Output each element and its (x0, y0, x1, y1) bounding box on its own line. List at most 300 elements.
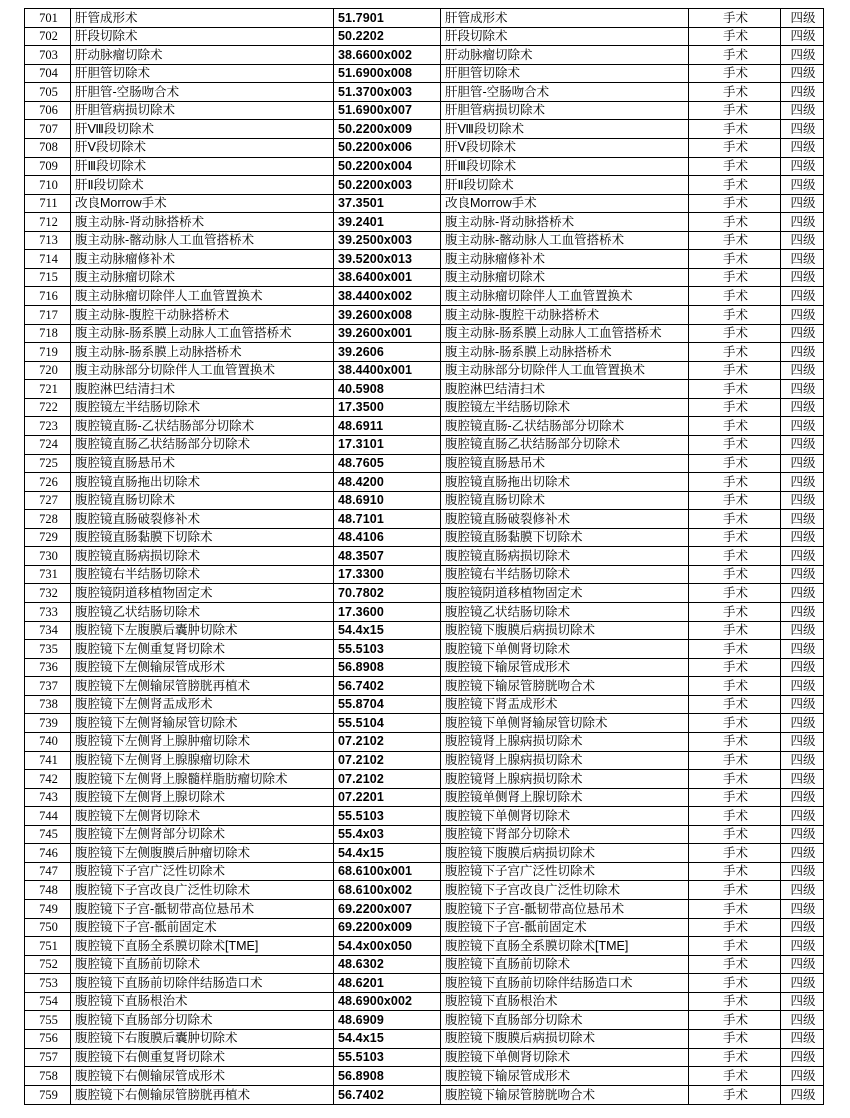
procedure-code-cell: 38.4400x002 (334, 287, 441, 306)
table-row (25, 454, 824, 473)
table-row (25, 510, 824, 529)
level-cell: 四级 (781, 547, 824, 566)
level-cell: 四级 (781, 528, 824, 547)
level-cell: 四级 (781, 603, 824, 622)
procedure-name-cell: 腹腔镜直肠破裂修补术 (71, 510, 334, 529)
table-row (25, 101, 824, 120)
level-cell: 四级 (781, 955, 824, 974)
procedure-code-cell: 55.5103 (334, 1048, 441, 1067)
row-number-cell: 746 (25, 844, 71, 863)
table-body (25, 9, 824, 1105)
procedure-grading-table (24, 8, 824, 1105)
category-cell: 手术 (689, 120, 781, 139)
standard-name-cell: 腹腔镜下直肠前切除术 (441, 955, 689, 974)
level-cell: 四级 (781, 974, 824, 993)
table-row (25, 64, 824, 83)
procedure-code-cell: 48.6911 (334, 417, 441, 436)
category-cell: 手术 (689, 881, 781, 900)
row-number-cell: 709 (25, 157, 71, 176)
procedure-name-cell: 腹主动脉部分切除伴人工血管置换术 (71, 361, 334, 380)
level-cell: 四级 (781, 361, 824, 380)
standard-name-cell: 肝Ⅷ段切除术 (441, 120, 689, 139)
procedure-code-cell: 37.3501 (334, 194, 441, 213)
level-cell: 四级 (781, 46, 824, 65)
row-number-cell: 758 (25, 1067, 71, 1086)
row-number-cell: 755 (25, 1011, 71, 1030)
procedure-name-cell: 腹主动脉-髂动脉人工血管搭桥术 (71, 231, 334, 250)
procedure-code-cell: 07.2201 (334, 788, 441, 807)
category-cell: 手术 (689, 1029, 781, 1048)
standard-name-cell: 腹主动脉瘤修补术 (441, 250, 689, 269)
procedure-code-cell: 48.7101 (334, 510, 441, 529)
procedure-name-cell: 腹主动脉-肠系膜上动脉人工血管搭桥术 (71, 324, 334, 343)
table-row (25, 584, 824, 603)
row-number-cell: 713 (25, 231, 71, 250)
table-row (25, 621, 824, 640)
row-number-cell: 754 (25, 992, 71, 1011)
procedure-code-cell: 55.8704 (334, 695, 441, 714)
procedure-code-cell: 56.7402 (334, 1085, 441, 1104)
category-cell: 手术 (689, 380, 781, 399)
procedure-code-cell: 39.2600x008 (334, 306, 441, 325)
table-row (25, 918, 824, 937)
level-cell: 四级 (781, 138, 824, 157)
level-cell: 四级 (781, 435, 824, 454)
table-row (25, 9, 824, 28)
row-number-cell: 752 (25, 955, 71, 974)
row-number-cell: 704 (25, 64, 71, 83)
procedure-code-cell: 17.3101 (334, 435, 441, 454)
procedure-code-cell: 48.7605 (334, 454, 441, 473)
level-cell: 四级 (781, 658, 824, 677)
category-cell: 手术 (689, 101, 781, 120)
procedure-code-cell: 51.3700x003 (334, 83, 441, 102)
table-row (25, 398, 824, 417)
standard-name-cell: 腹腔镜右半结肠切除术 (441, 565, 689, 584)
category-cell: 手术 (689, 992, 781, 1011)
procedure-code-cell: 50.2202 (334, 27, 441, 46)
procedure-code-cell: 51.6900x007 (334, 101, 441, 120)
table-row (25, 83, 824, 102)
level-cell: 四级 (781, 491, 824, 510)
procedure-code-cell: 51.7901 (334, 9, 441, 28)
procedure-name-cell: 肝胆管切除术 (71, 64, 334, 83)
table-row (25, 751, 824, 770)
level-cell: 四级 (781, 27, 824, 46)
level-cell: 四级 (781, 101, 824, 120)
category-cell: 手术 (689, 640, 781, 659)
row-number-cell: 716 (25, 287, 71, 306)
procedure-code-cell: 48.6910 (334, 491, 441, 510)
table-row (25, 937, 824, 956)
standard-name-cell: 腹腔镜直肠黏膜下切除术 (441, 528, 689, 547)
category-cell: 手术 (689, 825, 781, 844)
standard-name-cell: 腹腔镜下单侧肾切除术 (441, 807, 689, 826)
procedure-name-cell: 腹腔镜下直肠全系膜切除术[TME] (71, 937, 334, 956)
standard-name-cell: 腹腔镜阴道移植物固定术 (441, 584, 689, 603)
row-number-cell: 745 (25, 825, 71, 844)
procedure-name-cell: 肝段切除术 (71, 27, 334, 46)
category-cell: 手术 (689, 454, 781, 473)
standard-name-cell: 腹腔镜下输尿管成形术 (441, 658, 689, 677)
procedure-code-cell: 55.5104 (334, 714, 441, 733)
level-cell: 四级 (781, 398, 824, 417)
category-cell: 手术 (689, 658, 781, 677)
standard-name-cell: 腹腔镜下子宫广泛性切除术 (441, 862, 689, 881)
standard-name-cell: 腹腔镜下直肠前切除伴结肠造口术 (441, 974, 689, 993)
table-row (25, 213, 824, 232)
level-cell: 四级 (781, 1029, 824, 1048)
category-cell: 手术 (689, 603, 781, 622)
category-cell: 手术 (689, 231, 781, 250)
procedure-name-cell: 肝Ⅷ段切除术 (71, 120, 334, 139)
category-cell: 手术 (689, 695, 781, 714)
standard-name-cell: 腹腔镜下输尿管膀胱吻合术 (441, 677, 689, 696)
procedure-code-cell: 39.5200x013 (334, 250, 441, 269)
table-row (25, 770, 824, 789)
row-number-cell: 742 (25, 770, 71, 789)
standard-name-cell: 腹腔镜乙状结肠切除术 (441, 603, 689, 622)
category-cell: 手术 (689, 1085, 781, 1104)
level-cell: 四级 (781, 324, 824, 343)
row-number-cell: 747 (25, 862, 71, 881)
table-row (25, 194, 824, 213)
table-row (25, 862, 824, 881)
standard-name-cell: 肝Ⅲ段切除术 (441, 157, 689, 176)
standard-name-cell: 腹腔镜直肠破裂修补术 (441, 510, 689, 529)
row-number-cell: 727 (25, 491, 71, 510)
table-row (25, 955, 824, 974)
standard-name-cell: 肝Ⅱ段切除术 (441, 176, 689, 195)
standard-name-cell: 腹腔镜下肾盂成形术 (441, 695, 689, 714)
standard-name-cell: 腹主动脉-腹腔干动脉搭桥术 (441, 306, 689, 325)
standard-name-cell: 腹腔镜下子宫-骶韧带高位悬吊术 (441, 900, 689, 919)
row-number-cell: 730 (25, 547, 71, 566)
table-row (25, 881, 824, 900)
standard-name-cell: 腹腔镜下直肠部分切除术 (441, 1011, 689, 1030)
category-cell: 手术 (689, 138, 781, 157)
procedure-name-cell: 腹腔镜下左侧重复肾切除术 (71, 640, 334, 659)
table-row (25, 788, 824, 807)
procedure-code-cell: 48.6900x002 (334, 992, 441, 1011)
standard-name-cell: 腹腔镜直肠悬吊术 (441, 454, 689, 473)
level-cell: 四级 (781, 825, 824, 844)
category-cell: 手术 (689, 46, 781, 65)
table-row (25, 361, 824, 380)
procedure-name-cell: 腹腔镜下右侧输尿管膀胱再植术 (71, 1085, 334, 1104)
procedure-name-cell: 腹腔镜直肠乙状结肠部分切除术 (71, 435, 334, 454)
level-cell: 四级 (781, 751, 824, 770)
category-cell: 手术 (689, 732, 781, 751)
table-row (25, 120, 824, 139)
procedure-name-cell: 腹主动脉瘤切除术 (71, 268, 334, 287)
table-row (25, 528, 824, 547)
standard-name-cell: 腹腔镜肾上腺病损切除术 (441, 751, 689, 770)
row-number-cell: 728 (25, 510, 71, 529)
procedure-name-cell: 腹腔镜下左侧肾盂成形术 (71, 695, 334, 714)
procedure-name-cell: 腹腔镜下直肠根治术 (71, 992, 334, 1011)
level-cell: 四级 (781, 380, 824, 399)
procedure-code-cell: 48.4106 (334, 528, 441, 547)
category-cell: 手术 (689, 27, 781, 46)
table-row (25, 306, 824, 325)
procedure-name-cell: 腹腔镜下直肠前切除伴结肠造口术 (71, 974, 334, 993)
procedure-code-cell: 50.2200x004 (334, 157, 441, 176)
level-cell: 四级 (781, 584, 824, 603)
standard-name-cell: 腹腔镜直肠切除术 (441, 491, 689, 510)
standard-name-cell: 肝管成形术 (441, 9, 689, 28)
procedure-code-cell: 69.2200x007 (334, 900, 441, 919)
category-cell: 手术 (689, 510, 781, 529)
procedure-code-cell: 39.2606 (334, 343, 441, 362)
level-cell: 四级 (781, 306, 824, 325)
level-cell: 四级 (781, 1048, 824, 1067)
row-number-cell: 750 (25, 918, 71, 937)
standard-name-cell: 腹腔镜下单侧肾切除术 (441, 640, 689, 659)
table-row (25, 565, 824, 584)
procedure-code-cell: 48.3507 (334, 547, 441, 566)
level-cell: 四级 (781, 213, 824, 232)
table-row (25, 250, 824, 269)
standard-name-cell: 腹腔镜直肠病损切除术 (441, 547, 689, 566)
procedure-name-cell: 腹主动脉瘤切除伴人工血管置换术 (71, 287, 334, 306)
row-number-cell: 749 (25, 900, 71, 919)
procedure-name-cell: 腹腔镜直肠-乙状结肠部分切除术 (71, 417, 334, 436)
level-cell: 四级 (781, 343, 824, 362)
procedure-code-cell: 48.6302 (334, 955, 441, 974)
row-number-cell: 743 (25, 788, 71, 807)
procedure-name-cell: 腹主动脉-肾动脉搭桥术 (71, 213, 334, 232)
category-cell: 手术 (689, 343, 781, 362)
table-row (25, 231, 824, 250)
standard-name-cell: 腹腔镜下单侧肾切除术 (441, 1048, 689, 1067)
procedure-name-cell: 肝Ⅱ段切除术 (71, 176, 334, 195)
row-number-cell: 708 (25, 138, 71, 157)
procedure-name-cell: 腹腔镜下左侧肾部分切除术 (71, 825, 334, 844)
procedure-name-cell: 肝Ⅴ段切除术 (71, 138, 334, 157)
row-number-cell: 741 (25, 751, 71, 770)
procedure-name-cell: 腹腔镜下左侧输尿管膀胱再植术 (71, 677, 334, 696)
level-cell: 四级 (781, 1067, 824, 1086)
procedure-name-cell: 腹腔镜直肠拖出切除术 (71, 473, 334, 492)
procedure-name-cell: 腹腔镜下左侧肾上腺腺瘤切除术 (71, 751, 334, 770)
level-cell: 四级 (781, 268, 824, 287)
procedure-code-cell: 56.7402 (334, 677, 441, 696)
row-number-cell: 725 (25, 454, 71, 473)
procedure-code-cell: 70.7802 (334, 584, 441, 603)
procedure-name-cell: 腹腔镜下左侧腹膜后肿瘤切除术 (71, 844, 334, 863)
procedure-code-cell: 50.2200x009 (334, 120, 441, 139)
procedure-code-cell: 55.4x03 (334, 825, 441, 844)
procedure-code-cell: 69.2200x009 (334, 918, 441, 937)
row-number-cell: 712 (25, 213, 71, 232)
standard-name-cell: 腹主动脉部分切除伴人工血管置换术 (441, 361, 689, 380)
procedure-code-cell: 38.6600x002 (334, 46, 441, 65)
procedure-code-cell: 54.4x15 (334, 844, 441, 863)
procedure-name-cell: 腹腔镜下右侧重复肾切除术 (71, 1048, 334, 1067)
procedure-code-cell: 17.3600 (334, 603, 441, 622)
level-cell: 四级 (781, 473, 824, 492)
table-row (25, 547, 824, 566)
procedure-name-cell: 肝胆管病损切除术 (71, 101, 334, 120)
category-cell: 手术 (689, 528, 781, 547)
procedure-code-cell: 50.2200x003 (334, 176, 441, 195)
procedure-name-cell: 腹腔镜直肠切除术 (71, 491, 334, 510)
category-cell: 手术 (689, 306, 781, 325)
table-row (25, 1067, 824, 1086)
procedure-code-cell: 68.6100x002 (334, 881, 441, 900)
procedure-code-cell: 40.5908 (334, 380, 441, 399)
level-cell: 四级 (781, 770, 824, 789)
standard-name-cell: 肝Ⅴ段切除术 (441, 138, 689, 157)
level-cell: 四级 (781, 807, 824, 826)
table-row (25, 1029, 824, 1048)
procedure-code-cell: 48.6201 (334, 974, 441, 993)
procedure-name-cell: 腹主动脉瘤修补术 (71, 250, 334, 269)
standard-name-cell: 腹腔镜下子宫改良广泛性切除术 (441, 881, 689, 900)
category-cell: 手术 (689, 398, 781, 417)
procedure-name-cell: 改良Morrow手术 (71, 194, 334, 213)
standard-name-cell: 腹腔镜直肠-乙状结肠部分切除术 (441, 417, 689, 436)
level-cell: 四级 (781, 510, 824, 529)
standard-name-cell: 腹腔镜直肠拖出切除术 (441, 473, 689, 492)
level-cell: 四级 (781, 695, 824, 714)
category-cell: 手术 (689, 361, 781, 380)
category-cell: 手术 (689, 862, 781, 881)
row-number-cell: 756 (25, 1029, 71, 1048)
standard-name-cell: 腹腔镜下子宫-骶前固定术 (441, 918, 689, 937)
procedure-code-cell: 38.6400x001 (334, 268, 441, 287)
level-cell: 四级 (781, 862, 824, 881)
table-row (25, 27, 824, 46)
table-row (25, 1085, 824, 1104)
procedure-name-cell: 腹腔镜下子宫-骶韧带高位悬吊术 (71, 900, 334, 919)
standard-name-cell: 肝段切除术 (441, 27, 689, 46)
category-cell: 手术 (689, 1067, 781, 1086)
row-number-cell: 705 (25, 83, 71, 102)
category-cell: 手术 (689, 714, 781, 733)
procedure-code-cell: 56.8908 (334, 658, 441, 677)
category-cell: 手术 (689, 844, 781, 863)
procedure-name-cell: 腹腔镜下左侧肾上腺肿瘤切除术 (71, 732, 334, 751)
table-row (25, 695, 824, 714)
procedure-name-cell: 腹腔镜左半结肠切除术 (71, 398, 334, 417)
category-cell: 手术 (689, 324, 781, 343)
table-row (25, 1048, 824, 1067)
row-number-cell: 753 (25, 974, 71, 993)
procedure-name-cell: 腹腔镜直肠悬吊术 (71, 454, 334, 473)
table-row (25, 176, 824, 195)
procedure-name-cell: 腹腔镜下直肠部分切除术 (71, 1011, 334, 1030)
row-number-cell: 729 (25, 528, 71, 547)
standard-name-cell: 腹腔镜下直肠全系膜切除术[TME] (441, 937, 689, 956)
table-row (25, 417, 824, 436)
row-number-cell: 703 (25, 46, 71, 65)
level-cell: 四级 (781, 9, 824, 28)
procedure-code-cell: 38.4400x001 (334, 361, 441, 380)
procedure-name-cell: 腹主动脉-肠系膜上动脉搭桥术 (71, 343, 334, 362)
standard-name-cell: 腹主动脉-肠系膜上动脉人工血管搭桥术 (441, 324, 689, 343)
standard-name-cell: 腹腔镜肾上腺病损切除术 (441, 732, 689, 751)
table-row (25, 807, 824, 826)
procedure-name-cell: 肝动脉瘤切除术 (71, 46, 334, 65)
row-number-cell: 724 (25, 435, 71, 454)
category-cell: 手术 (689, 435, 781, 454)
procedure-code-cell: 54.4x15 (334, 1029, 441, 1048)
standard-name-cell: 腹腔镜下单侧肾输尿管切除术 (441, 714, 689, 733)
table-row (25, 677, 824, 696)
procedure-code-cell: 48.6909 (334, 1011, 441, 1030)
row-number-cell: 714 (25, 250, 71, 269)
table-row (25, 900, 824, 919)
level-cell: 四级 (781, 677, 824, 696)
procedure-name-cell: 腹腔镜下左侧肾上腺髓样脂肪瘤切除术 (71, 770, 334, 789)
category-cell: 手术 (689, 918, 781, 937)
standard-name-cell: 腹主动脉瘤切除伴人工血管置换术 (441, 287, 689, 306)
level-cell: 四级 (781, 732, 824, 751)
category-cell: 手术 (689, 584, 781, 603)
category-cell: 手术 (689, 788, 781, 807)
row-number-cell: 715 (25, 268, 71, 287)
table-row (25, 844, 824, 863)
procedure-name-cell: 肝胆管-空肠吻合术 (71, 83, 334, 102)
procedure-name-cell: 腹腔镜下右腹膜后囊肿切除术 (71, 1029, 334, 1048)
standard-name-cell: 肝胆管切除术 (441, 64, 689, 83)
standard-name-cell: 腹腔淋巴结清扫术 (441, 380, 689, 399)
procedure-name-cell: 腹腔镜下左侧肾输尿管切除术 (71, 714, 334, 733)
level-cell: 四级 (781, 454, 824, 473)
category-cell: 手术 (689, 621, 781, 640)
category-cell: 手术 (689, 176, 781, 195)
table-row (25, 732, 824, 751)
procedure-name-cell: 腹腔淋巴结清扫术 (71, 380, 334, 399)
standard-name-cell: 腹腔镜下直肠根治术 (441, 992, 689, 1011)
category-cell: 手术 (689, 9, 781, 28)
row-number-cell: 740 (25, 732, 71, 751)
standard-name-cell: 肝动脉瘤切除术 (441, 46, 689, 65)
table-row (25, 435, 824, 454)
category-cell: 手术 (689, 83, 781, 102)
row-number-cell: 731 (25, 565, 71, 584)
procedure-code-cell: 39.2401 (334, 213, 441, 232)
procedure-code-cell: 51.6900x008 (334, 64, 441, 83)
standard-name-cell: 腹腔镜肾上腺病损切除术 (441, 770, 689, 789)
procedure-name-cell: 腹腔镜下子宫-骶前固定术 (71, 918, 334, 937)
row-number-cell: 738 (25, 695, 71, 714)
row-number-cell: 706 (25, 101, 71, 120)
category-cell: 手术 (689, 770, 781, 789)
table-row (25, 603, 824, 622)
table-row (25, 324, 824, 343)
level-cell: 四级 (781, 1085, 824, 1104)
procedure-code-cell: 54.4x15 (334, 621, 441, 640)
procedure-code-cell: 55.5103 (334, 807, 441, 826)
category-cell: 手术 (689, 1011, 781, 1030)
standard-name-cell: 腹腔镜下腹膜后病损切除术 (441, 1029, 689, 1048)
level-cell: 四级 (781, 881, 824, 900)
standard-name-cell: 改良Morrow手术 (441, 194, 689, 213)
row-number-cell: 759 (25, 1085, 71, 1104)
standard-name-cell: 肝胆管病损切除术 (441, 101, 689, 120)
table-row (25, 138, 824, 157)
category-cell: 手术 (689, 491, 781, 510)
row-number-cell: 718 (25, 324, 71, 343)
level-cell: 四级 (781, 176, 824, 195)
table-row (25, 992, 824, 1011)
level-cell: 四级 (781, 64, 824, 83)
category-cell: 手术 (689, 955, 781, 974)
procedure-code-cell: 39.2600x001 (334, 324, 441, 343)
